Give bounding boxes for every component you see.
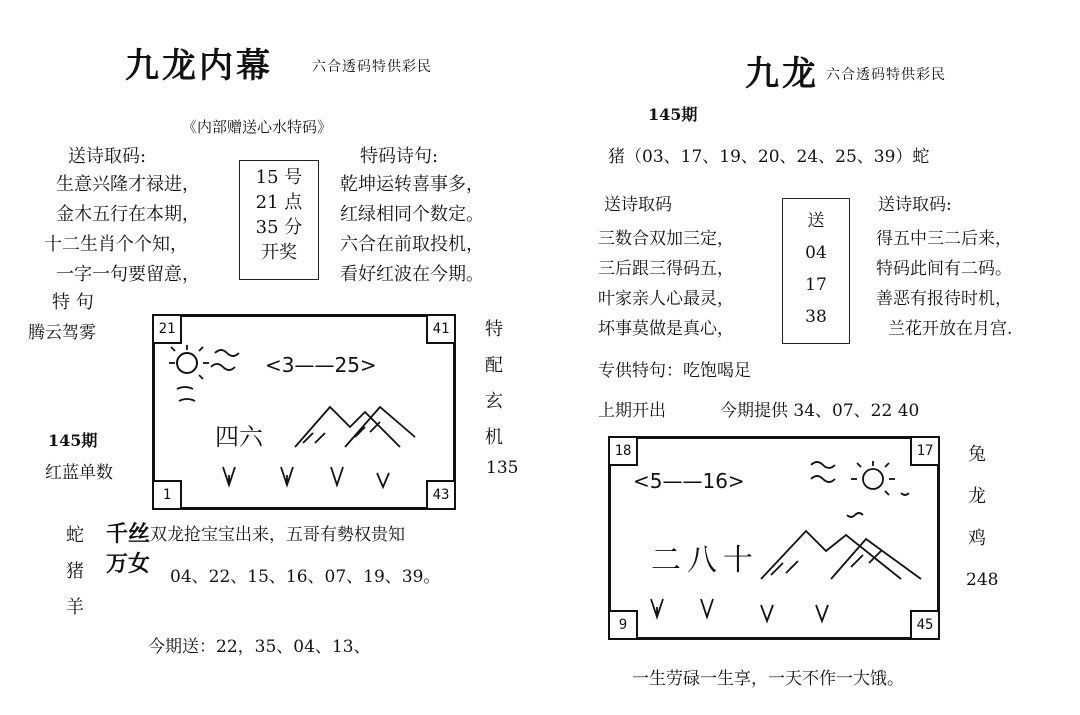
right-subtitle: 六合透码特供彩民 <box>826 67 946 83</box>
corner-number: 1 <box>152 480 182 510</box>
zodiac: 猪 <box>66 561 84 582</box>
left-riddle-picture <box>152 314 456 510</box>
corner-number: 43 <box>426 480 456 510</box>
poem-line: 看好红波在今期。 <box>340 264 484 285</box>
phrase-line: 万女 <box>106 552 151 577</box>
left-special-text: 腾云驾雾 <box>28 323 96 343</box>
left-poem1-heading: 送诗取码: <box>68 146 147 167</box>
corner-number: 18 <box>608 436 638 466</box>
left-poem2 <box>340 170 484 290</box>
side-char: 鸡 <box>968 528 986 549</box>
box-line: 17 <box>805 275 827 295</box>
pic-hand-text: 四六 <box>215 423 263 451</box>
poem-line: 得五中三二后来， <box>876 229 1012 249</box>
left-poem2-heading: 特码诗句: <box>360 146 439 167</box>
poem-line: 一字一句要留意， <box>56 264 200 285</box>
phrase-line: 千丝 <box>106 522 151 547</box>
poem-line: 坏事莫做是真心， <box>598 319 734 339</box>
right-side-number: 248 <box>966 570 999 590</box>
right-last-issue: 上期开出 <box>598 401 666 421</box>
left-poem1 <box>44 170 200 290</box>
corner-number: 9 <box>608 610 638 640</box>
left-side-number: 135 <box>486 458 519 478</box>
right-this-issue: 今期提供 34、07、22 40 <box>720 401 920 421</box>
side-char: 特 <box>485 319 503 340</box>
right-send-box <box>782 198 850 344</box>
left-red-blue: 红蓝单数 <box>45 463 113 483</box>
poem-line: 乾坤运转喜事多， <box>340 174 484 195</box>
right-poem2-heading: 送诗取码: <box>878 195 952 215</box>
right-pig-snake: 猪（03、17、19、20、24、25、39）蛇 <box>608 147 930 167</box>
corner-number: 21 <box>152 314 182 344</box>
side-char: 机 <box>485 427 503 448</box>
right-issue: 145期 <box>648 105 698 124</box>
right-poem1 <box>598 224 734 344</box>
right-special: 专供特句：吃饱喝足 <box>598 361 751 381</box>
side-char: 配 <box>485 355 503 376</box>
right-poem2 <box>876 224 1012 344</box>
left-sketch-drawing <box>155 317 453 507</box>
corner-number: 45 <box>910 610 940 640</box>
pic-hand-text: 二八十 <box>651 543 759 578</box>
box-line: 开奖 <box>261 242 297 263</box>
box-line: 送 <box>807 211 825 231</box>
poem-line: 特码此间有二码。 <box>876 259 1012 279</box>
poem-line: 善恶有报待时机， <box>876 289 1012 309</box>
zodiac: 羊 <box>66 597 84 618</box>
left-line2: 04、22、15、16、07、19、39。 <box>170 567 441 587</box>
left-vertical-phrase <box>106 520 150 580</box>
right-sketch-drawing <box>611 439 937 637</box>
poem-line: 三数合双加三定， <box>598 229 734 249</box>
right-title: 九龙 <box>745 54 819 94</box>
left-today-send: 今期送：22，35、04、13、 <box>148 637 371 657</box>
poem-line: 金木五行在本期， <box>56 204 200 225</box>
left-title: 九龙内幕 <box>125 46 273 86</box>
pic-range-text: <5——16> <box>633 469 745 493</box>
sun-icon <box>177 353 197 373</box>
poem-line: 十二生肖个个知， <box>44 234 188 255</box>
left-header-note: 《内部赠送心水特码》 <box>182 118 333 136</box>
left-subtitle: 六合透码特供彩民 <box>312 59 432 75</box>
left-issue: 145期 <box>48 431 98 450</box>
corner-number: 17 <box>910 436 940 466</box>
right-poem1-heading: 送诗取码 <box>604 195 672 215</box>
box-line: 04 <box>805 243 827 263</box>
poem-line: 三后跟三得码五， <box>598 259 734 279</box>
box-line: 35 分 <box>255 217 303 238</box>
left-line1: 双龙抢宝宝出来，五哥有勢权贵知 <box>150 525 405 545</box>
box-line: 38 <box>805 307 827 327</box>
side-char: 兔 <box>968 444 986 465</box>
poem-line: 生意兴隆才禄进， <box>56 174 200 195</box>
left-side-vertical <box>485 312 503 456</box>
left-zodiac-list <box>66 518 84 626</box>
right-riddle-picture <box>608 436 940 640</box>
left-special-label: 特 句 <box>52 292 94 313</box>
sun-icon <box>863 469 883 489</box>
side-char: 龙 <box>968 486 986 507</box>
poem-line: 兰花开放在月宫. <box>888 319 1013 339</box>
right-side-vertical <box>968 434 986 560</box>
left-draw-time-box <box>239 160 319 280</box>
pic-range-text: <3——25> <box>265 353 377 377</box>
box-line: 21 点 <box>255 192 303 213</box>
poem-line: 红绿相同个数定。 <box>340 204 484 225</box>
zodiac: 蛇 <box>66 525 84 546</box>
side-char: 玄 <box>485 391 503 412</box>
poem-line: 叶家亲人心最灵， <box>598 289 734 309</box>
poem-line: 六合在前取投机， <box>340 234 484 255</box>
corner-number: 41 <box>426 314 456 344</box>
right-footer: 一生劳碌一生享，一天不作一大饿。 <box>632 669 904 689</box>
box-line: 15 号 <box>255 167 303 188</box>
